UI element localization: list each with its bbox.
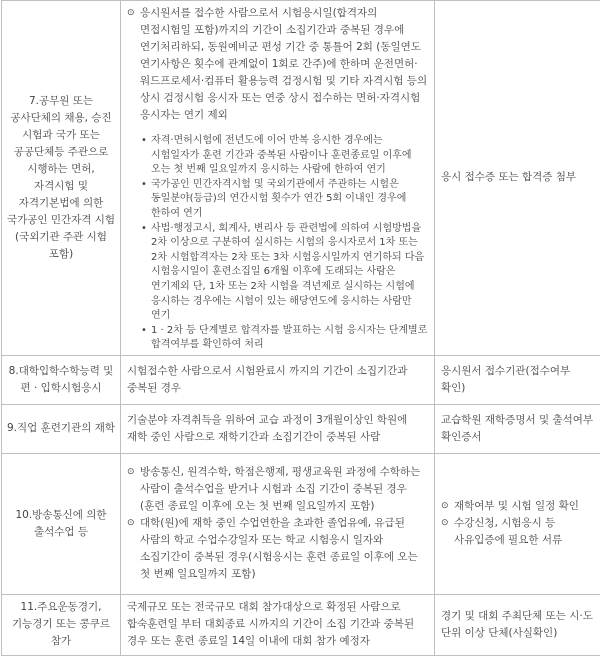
- condition-list: [127, 464, 428, 583]
- condition-cell: [121, 1, 435, 356]
- category-cell: [2, 355, 121, 404]
- table-row: [2, 453, 600, 594]
- detail-bullet-list: [127, 134, 428, 353]
- category-text: 10.방송통신에 의한 출석수업 등: [15, 508, 107, 538]
- category-cell: [2, 453, 121, 594]
- document-cell: [435, 404, 600, 453]
- category-text: 7.공무원 또는 공사단체의 채용, 승진 시험과 국가 또는 공공단체등 주관으로 시행하는 면허, 자격시험 및 자격기본법에 의한 국가공인 민간자격 시험 (국외기관 주관 시험 포함): [6, 94, 116, 260]
- bullet-item: • 자격·면허시험에 전년도에 이어 반복 응시한 경우에는 시험일자가 훈련 기간과 중복된 사람이나 훈련종료일 이후에 오는 첫 번째 일요일까지 응시하는 사람에 한하여 연기: [141, 134, 428, 178]
- category-text: 9.직업 훈련기관의 재학: [7, 422, 115, 435]
- document-cell: [435, 453, 600, 594]
- condition-text: 시험접수한 사람으로서 시험완료시 까지의 기간이 소집기간과 중복된 경우: [127, 364, 408, 394]
- condition-text: 기술분야 자격취득을 위하여 교습 과정이 3개월이상인 학원에 재학 중인 사람으로 재학기간과 소집기간이 중복된 사람: [127, 413, 408, 443]
- bullet-item: • 사법·행정고시, 회계사, 변리사 등 관련법에 의하여 시험방법을 2차 이상으로 구분하여 실시하는 시험의 응시자로서 1차 또는 2차 시험합격자는 2차 또는 3차 시험응시일까지 연기하되 다음 시험응시일이 훈련소집일 6개월 이후에 도래되는 사람은 연기제외 단, 1차 또는 2차 시험을 격년제로 실시하는 시험에 응시하는 경우에는 시험이 있는 해당연도에 응시하는 사람만 연기: [141, 222, 428, 324]
- condition-text: 응시원서를 접수한 사람으로서 시험응시일(합격자의 면접시험일 포함)까지의 기간이 소집기간과 중복된 경우에 연기처리하되, 동원예비군 편성 기간 중 통틀어 2회 (동일연도 연기사항은 횟수에 관계없이 1회로 간주)에 한하며 운전면허·워드프로세서·컴퓨터 활용능력 검정시험 및 기타 자격시험 등의 상시 검정시험 응시자 또는 연중 상시 접수하는 면허·자격시험 응시자는 연기 제외: [140, 7, 428, 121]
- category-cell: [2, 404, 121, 453]
- circle-dot-icon: ⊙: [127, 8, 135, 18]
- document-list: [441, 498, 596, 549]
- table-row: [2, 404, 600, 453]
- document-text: 응시원서 접수기관(접수여부 확인): [441, 364, 571, 394]
- list-item: ⊙ 수강신청, 시험응시 등 사유입증에 필요한 서류: [441, 517, 563, 547]
- list-item: ⊙ 대학(원)에 재학 중인 수업연한을 초과한 졸업유예, 유급된 사람의 학교 수업수강일자 또는 학교 시험응시 일자와 소집기간이 중복된 경우(시험응시는 훈련 종료일 이후에 오는 첫 번째 일요일까지 포함): [127, 517, 418, 581]
- circle-dot-icon: ⊙: [441, 518, 449, 529]
- category-cell: [2, 594, 121, 655]
- circle-dot-icon: ⊙: [127, 467, 135, 478]
- document-text: 교습학원 재학증명서 및 출석여부 확인증서: [441, 413, 594, 443]
- category-cell: [2, 1, 121, 356]
- list-item: ⊙ 재학여부 및 시험 일정 확인: [441, 498, 596, 515]
- table-row: [2, 594, 600, 655]
- document-text: 응시 접수증 또는 합격증 첨부: [441, 171, 577, 184]
- condition-text: 국제규모 또는 전국규모 대회 참가대상으로 확정된 사람으로 합숙훈련일 부터 대회종료 시까지의 기간이 소집 기간과 중복된 경우 또는 훈련 종료일 14일 이내에 대회 참가 예정자: [127, 601, 415, 648]
- category-text: 11.주요운동경기, 기능경기 또는 콩쿠르 참가: [12, 601, 110, 648]
- document-cell: [435, 1, 600, 356]
- table-row: [2, 355, 600, 404]
- circle-dot-icon: ⊙: [127, 518, 135, 529]
- document-cell: [435, 594, 600, 655]
- document-text: 경기 및 대회 주최단체 또는 시·도 단위 이상 단체(사실확인): [441, 609, 593, 639]
- table-row: [2, 1, 600, 356]
- bullet-item: • 국가공인 민간자격시험 및 국외기관에서 주관하는 시험은 동일분야(등급)의 연간시험 횟수가 연간 5회 이내인 경우에 한하여 연기: [141, 178, 428, 222]
- deferral-table: [1, 0, 600, 656]
- document-cell: [435, 355, 600, 404]
- condition-cell: [121, 594, 435, 655]
- category-text: 8.대학입학수학능력 및 편 · 입학시험응시: [8, 364, 114, 394]
- list-item: [127, 5, 428, 124]
- condition-cell: [121, 404, 435, 453]
- condition-cell: [121, 355, 435, 404]
- list-item: ⊙ 방송통신, 원격수학, 학점은행제, 평생교육원 과정에 수학하는 사람이 출석수업을 받거나 시험과 소집 기간이 중복된 경우(훈련 종료일 이후에 오는 첫 번째 일요일까지 포함): [127, 466, 421, 513]
- circle-dot-icon: ⊙: [441, 501, 449, 512]
- condition-list: [127, 5, 428, 124]
- bullet-item: • 1 · 2차 등 단계별로 합격자를 발표하는 시험 응시자는 단계별로 합격여부를 확인하여 처리: [141, 324, 428, 353]
- condition-cell: [121, 453, 435, 594]
